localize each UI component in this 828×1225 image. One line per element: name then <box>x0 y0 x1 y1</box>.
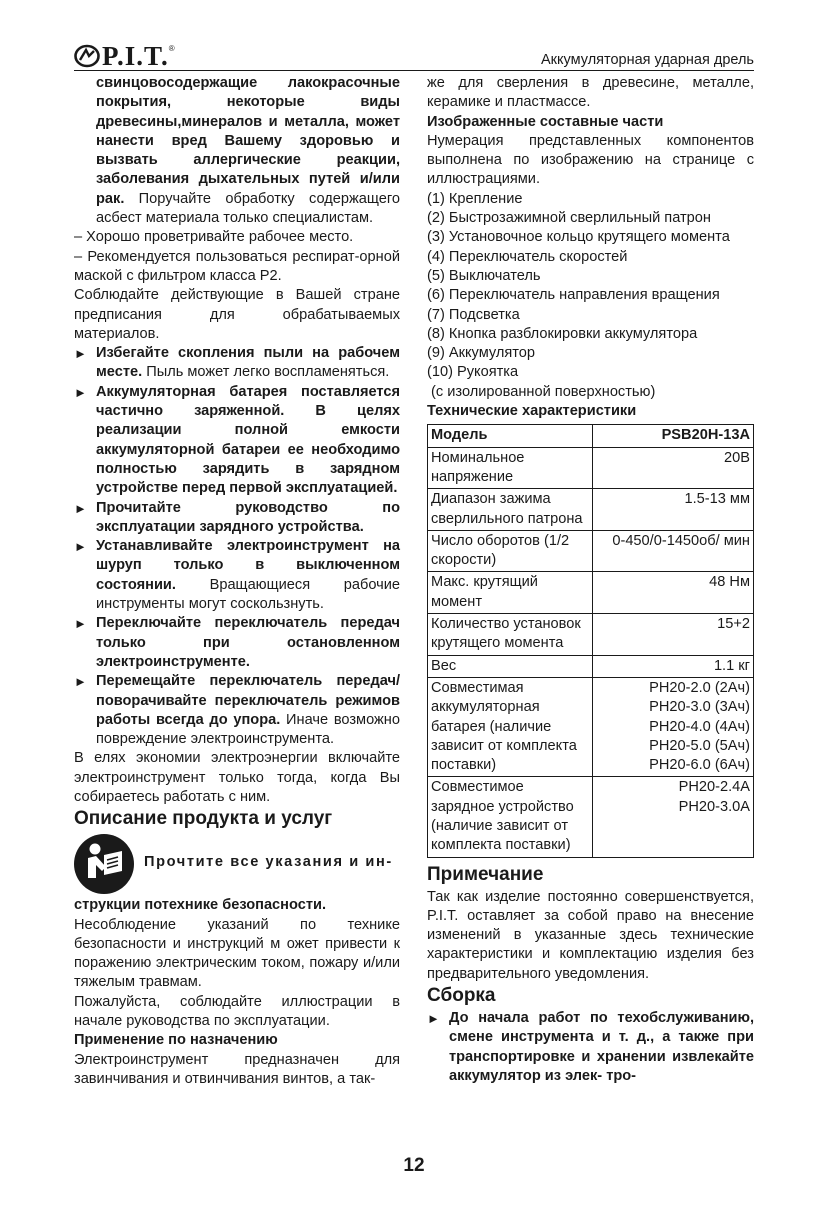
bullet-remove-battery: ► До начала работ по техобслуживанию, смене инструмента и т. д., а также при транспортировке и хранении извлекайте аккумулятор из элек- тро- <box>427 1010 754 1084</box>
spec-value <box>593 777 754 857</box>
spec-value: 48 Нм <box>593 572 754 614</box>
spec-value: 1.5-13 мм <box>593 489 754 531</box>
bullet-arrow-icon: ► <box>74 500 87 516</box>
bullet-dust: ► Избегайте скопления пыли на рабочем месте. Пыль может легко воспламеняться. <box>74 345 400 381</box>
table-row <box>428 447 754 489</box>
read-manual-icon <box>74 834 134 894</box>
bullet-mode-switch: ► Перемещайте переключатель передач/поворачивайте переключатель режимов работы всегда до упора. Иначе возможно повреждение электроинструмента. <box>74 673 400 748</box>
spec-key: Модель <box>428 425 593 447</box>
table-row <box>428 677 754 776</box>
right-column <box>427 74 754 1086</box>
spec-value <box>593 677 754 776</box>
header-divider <box>74 70 754 71</box>
spec-key: Номинальное напряжение <box>428 447 593 489</box>
spec-key: Макс. крутящий момент <box>428 572 593 614</box>
purpose-continuation: же для сверления в древесине, металле, керамике и пластмассе. <box>427 75 754 111</box>
spec-key: Совместимое зарядное устройство (наличие зависит от комплекта поставки) <box>428 777 593 857</box>
spec-value: 1.1 кг <box>593 655 754 677</box>
charger-option: PH20-2.4A <box>678 779 750 796</box>
ventilation-note: – Хорошо проветривайте рабочее место. <box>74 229 354 246</box>
battery-option: PH20-5.0 (5Ач) <box>649 737 750 754</box>
section-heading-assembly: Сборка <box>427 985 496 1007</box>
section-heading-note: Примечание <box>427 863 544 885</box>
safety-heading-line1: Прочтите все указания и ин- <box>144 854 393 871</box>
bullet-arrow-icon: ► <box>74 616 87 632</box>
asbestos-warning: свинцовосодержащие лакокрасочные покрытия, некоторые виды древесины,минералов и металла, может нанести вред Вашему здоровью и вызвать аллергические реакции, заболевания дыхательных путей и/или рак. Поручайте обработку содержащего асбест материала только специалистам. <box>96 75 400 227</box>
spec-key: Диапазон зажима сверлильного патрона <box>428 489 593 531</box>
left-column <box>74 74 400 1089</box>
list-item: (7) Подсветка <box>427 306 520 323</box>
bullet-arrow-icon: ► <box>74 674 87 690</box>
table-row <box>428 425 754 447</box>
logo-registered-mark: ® <box>168 43 175 53</box>
spec-key: Совместимая аккумуляторная батарея (наличие зависит от комплекта поставки) <box>428 677 593 776</box>
list-item: (2) Быстрозажимной сверлильный патрон <box>427 210 711 227</box>
battery-option: PH20-2.0 (2Ач) <box>649 679 750 696</box>
bullet-charger-manual: ► Прочитайте руководство по эксплуатации зарядного устройства. <box>74 499 400 535</box>
table-row <box>428 489 754 531</box>
spec-value: PSB20H-13A <box>593 425 754 447</box>
document-title: Аккумуляторная ударная дрель <box>541 52 754 68</box>
battery-option: PH20-4.0 (4Ач) <box>649 718 750 735</box>
list-item: (10) Рукоятка <box>427 364 519 381</box>
list-item: (3) Установочное кольцо крутящего момента <box>427 229 730 246</box>
bullet-gear-switch: ► Переключайте переключатель передач только при остановленном электроинструменте. <box>74 615 400 670</box>
list-item: (4) Переключатель скоростей <box>427 248 628 265</box>
parts-list <box>427 190 754 402</box>
battery-option: PH20-3.0 (3Ач) <box>649 699 750 716</box>
respirator-note: – Рекомендуется пользоваться респират-орной маской с фильтром класса Р2. <box>74 248 400 284</box>
battery-option: PH20-6.0 (6Ач) <box>649 757 750 774</box>
illustrations-note: Пожалуйста, соблюдайте иллюстрации в начале руководства по эксплуатации. <box>74 993 400 1030</box>
table-row <box>428 614 754 656</box>
safety-consequence-text: Несоблюдение указаний по технике безопасности и инструкций м ожет привести к поражению электрическим током, пожару и/или тяжелым травмам. <box>74 916 400 991</box>
purpose-text: Электроинструмент предназначен для завинчивания и отвинчивания винтов, а так- <box>74 1051 400 1087</box>
subheading-specs: Технические характеристики <box>427 403 637 420</box>
logo-text: P.I.T. <box>102 40 169 71</box>
table-row <box>428 572 754 614</box>
spec-key: Вес <box>428 655 593 677</box>
charger-option: PH20-3.0A <box>678 798 750 815</box>
table-row <box>428 777 754 857</box>
spec-value: 15+2 <box>593 614 754 656</box>
bullet-arrow-icon: ► <box>74 384 87 400</box>
bullet-battery-charge: ► Аккумуляторная батарея поставляется частично заряженной. В целях реализации полной емкости аккумуляторной батареи ее необходимо полностью зарядить в зарядном устройстве перед первой эксплуатацией. <box>74 383 400 497</box>
table-row <box>428 530 754 572</box>
list-item: (5) Выключатель <box>427 267 541 284</box>
bullet-arrow-icon: ► <box>74 346 87 362</box>
safety-instruction-block <box>74 834 400 896</box>
spec-value: 0-450/0-1450об/ мин <box>593 530 754 572</box>
list-item: (6) Переключатель направления вращения <box>427 287 720 304</box>
list-item: (с изолированной поверхностью) <box>427 383 656 400</box>
list-item: (9) Аккумулятор <box>427 345 536 362</box>
safety-heading-line2: струкции потехнике безопасности. <box>74 897 326 914</box>
list-item: (8) Кнопка разблокировки аккумулятора <box>427 325 698 342</box>
specs-table <box>427 424 754 857</box>
spec-value: 20В <box>593 447 754 489</box>
page-number: 12 <box>403 1155 425 1176</box>
economy-note: В елях экономии электроэнергии включайте электроинструмент только тогда, когда Вы собираетесь работать с ним. <box>74 750 400 805</box>
spec-key: Число оборотов (1/2 скорости) <box>428 530 593 572</box>
bullet-arrow-icon: ► <box>74 539 87 555</box>
regulations-note: Соблюдайте действующие в Вашей стране предписания для обрабатываемых материалов. <box>74 287 400 342</box>
brand-logo <box>74 42 175 70</box>
bullet-arrow-icon: ► <box>427 1011 440 1027</box>
table-row <box>428 655 754 677</box>
note-text: Так как изделие постоянно совершенствуется, P.I.T. оставляет за собой право на внесение изменений в указанные здесь технические характеристики и комплектацию изделия без предварительного уведомления. <box>427 888 754 982</box>
subheading-parts: Изображенные составные части <box>427 113 664 130</box>
list-item: (1) Крепление <box>427 190 523 207</box>
section-heading-description: Описание продукта и услуг <box>74 808 333 830</box>
parts-intro: Нумерация представленных компонентов выполнена по изображению на странице с иллюстрациями. <box>427 132 754 188</box>
subheading-purpose: Применение по назначению <box>74 1032 278 1049</box>
spec-key: Количество установок крутящего момента <box>428 614 593 656</box>
bullet-screw-off: ► Устанавливайте электроинструмент на шуруп только в выключенном состоянии. Вращающиеся рабочие инструменты могут соскользнуть. <box>74 538 400 613</box>
logo-mark-icon <box>74 44 100 68</box>
